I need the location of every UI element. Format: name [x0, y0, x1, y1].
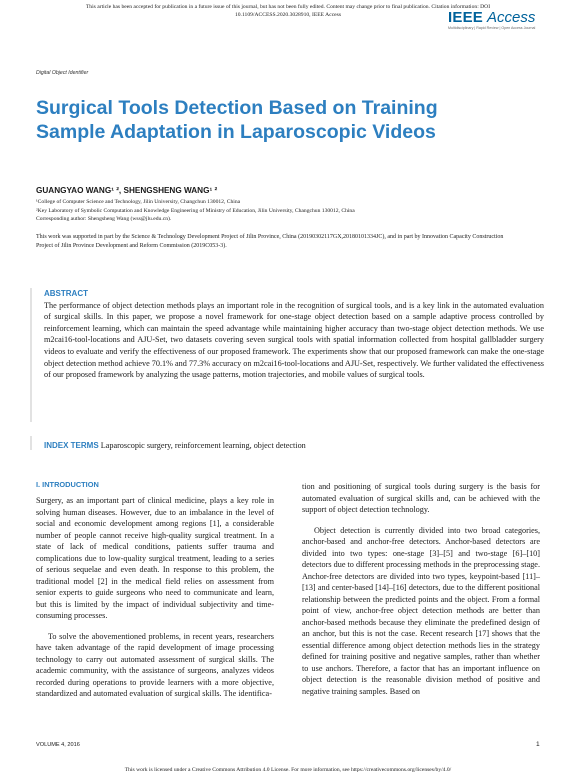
body-column-right [302, 481, 540, 706]
paper-title: Surgical Tools Detection Based on Training Sample Adaptation in Laparoscopic Videos [36, 97, 438, 143]
license-note: This work is licensed under a Creative Commons Attribution 4.0 License. For more information, see https://creativecommons.org/licenses/by/4.0/ [124, 767, 452, 773]
abstract-text: The performance of object detection methods plays an important role in the recognition of surgical tools, and is a key link in the automated evaluation of surgical skills. In this paper, we propose a novel framework for one-stage object detection based on a sample adaptive process controlled by reinforcement learning, which can maintain the speed advantage while maintaining higher accuracy than two-stage object detection methods. We use m2cai16-tool-locations and AJU-Set, two datasets covering seven surgical tools with spatial information collected from hospital gallbladder surgery videos to evaluate and verify the effectiveness of our proposed framework. The experiments show that our proposed framework can make the one-stage object detection method achieve 70.1% and 77.3% accuracy on m2cai16-tool-locations and AJU-Set, respectively. We further validated the effectiveness of our proposed framework by analyzing the usage patterns, motion trajectories, and mobile values of surgical tools. [44, 300, 544, 380]
index-terms-side-rule [30, 436, 32, 450]
author-list: GUANGYAO WANG¹ ², SHENGSHENG WANG¹ ² [36, 186, 218, 195]
abstract-heading: ABSTRACT [44, 289, 88, 298]
body-column-left [36, 495, 274, 709]
affiliation-2: ²Key Laboratory of Symbolic Computation and Knowledge Engineering of Ministry of Education, Jilin University, Changchun 130012, China [36, 207, 355, 214]
top-notice-line1: This article has been accepted for publication in a future issue of this journal, but has not been fully edited. Content may change prior to final publication. Citation information: DOI [85, 4, 491, 10]
index-terms [44, 440, 544, 451]
paragraph: Object detection is currently divided into two broad categories, anchor-based and anchor-free detectors. Anchor-based detectors are divided into two types: one-stage [3]–[5] and two-stage [6]–[10] detectors due to different processing methods in the preprocessing stage. Anchor-free detectors are divided into two types, keypoint-based [11]–[13] and center-based [14]–[16] detectors, due to the different positional relationship between the predicted points and the object. From a formal point of view, anchor-free object detection methods are better than anchor-based methods because they eliminate the predefined design of an anchor, but this is not the case. Recent research [17] shows that the essential difference among object detection methods lies in the strategy defined for training positive and negative samples, rather than whether to use anchors. Therefore, a factor that has an important influence on object detection is the reasonable division method of positive and negative training samples. Based on [302, 525, 540, 696]
paragraph: tion and positioning of surgical tools during surgery is the basis for automated evaluation of surgical skills and, can be achieved with the support of object detection technology. [302, 482, 540, 514]
volume-label: VOLUME 4, 2016 [36, 742, 80, 748]
affiliation-1: ¹College of Computer Science and Technology, Jilin University, Changchun 130012, China [36, 199, 241, 205]
section-heading: I. INTRODUCTION [36, 480, 99, 489]
affiliations [36, 198, 546, 224]
index-terms-heading: INDEX TERMS [44, 441, 99, 450]
logo-tagline: Multidisciplinary | Rapid Review | Open Access Journal [448, 26, 536, 30]
logo-access-text: Access [486, 9, 536, 26]
top-notice-line2: 10.1109/ACCESS.2020.3028910, IEEE Access [234, 12, 342, 18]
index-terms-text: Laparoscopic surgery, reinforcement learning, object detection [100, 441, 306, 450]
paragraph: To solve the abovementioned problems, in recent years, researchers have taken advantage of the rapid development of image processing technology to carry out automated assessment of surgical skills. The academic community, with the assistance of surgeons, analyzes videos recorded during operations to provide learners with a more objective, standardized and automated evaluation of surgical skills. The identifica- [36, 631, 274, 698]
funding-note: This work was supported in part by the Science & Technology Development Project of Jilin Province, China (20190302117GX,20180101334JC), and in part by Innovation Capacity Construction Project of Jilin Province Development and Reform Commission (2019C053-3). [36, 234, 504, 250]
paragraph: Surgery, as an important part of clinical medicine, plays a key role in solving human diseases. However, due to an imbalance in the level of social and economic development among regions [1], a considerable number of people cannot receive high-quality surgical treatment. In a state of lack of medical conditions, patients suffer trauma and complications due to low-quality surgical treatment, leading to a series of serious sequelae and even death. In response to this problem, the traditional model [2] in the medical field relies on assessment from senior experts to guide surgeons who need to communicate and learn, but this is limited by the impact of individual subjectivity and time-consuming processes. [36, 496, 274, 620]
abstract-side-rule [30, 288, 32, 422]
abstract [44, 288, 544, 381]
logo-ieee-text: IEEE [448, 9, 483, 26]
ieee-access-logo [448, 9, 563, 33]
corresponding-author: Corresponding author: Shengsheng Wang (wss@jlu.edu.cn). [36, 216, 172, 223]
digital-object-identifier: Digital Object Identifier [36, 70, 89, 76]
page-number: 1 [536, 741, 540, 748]
